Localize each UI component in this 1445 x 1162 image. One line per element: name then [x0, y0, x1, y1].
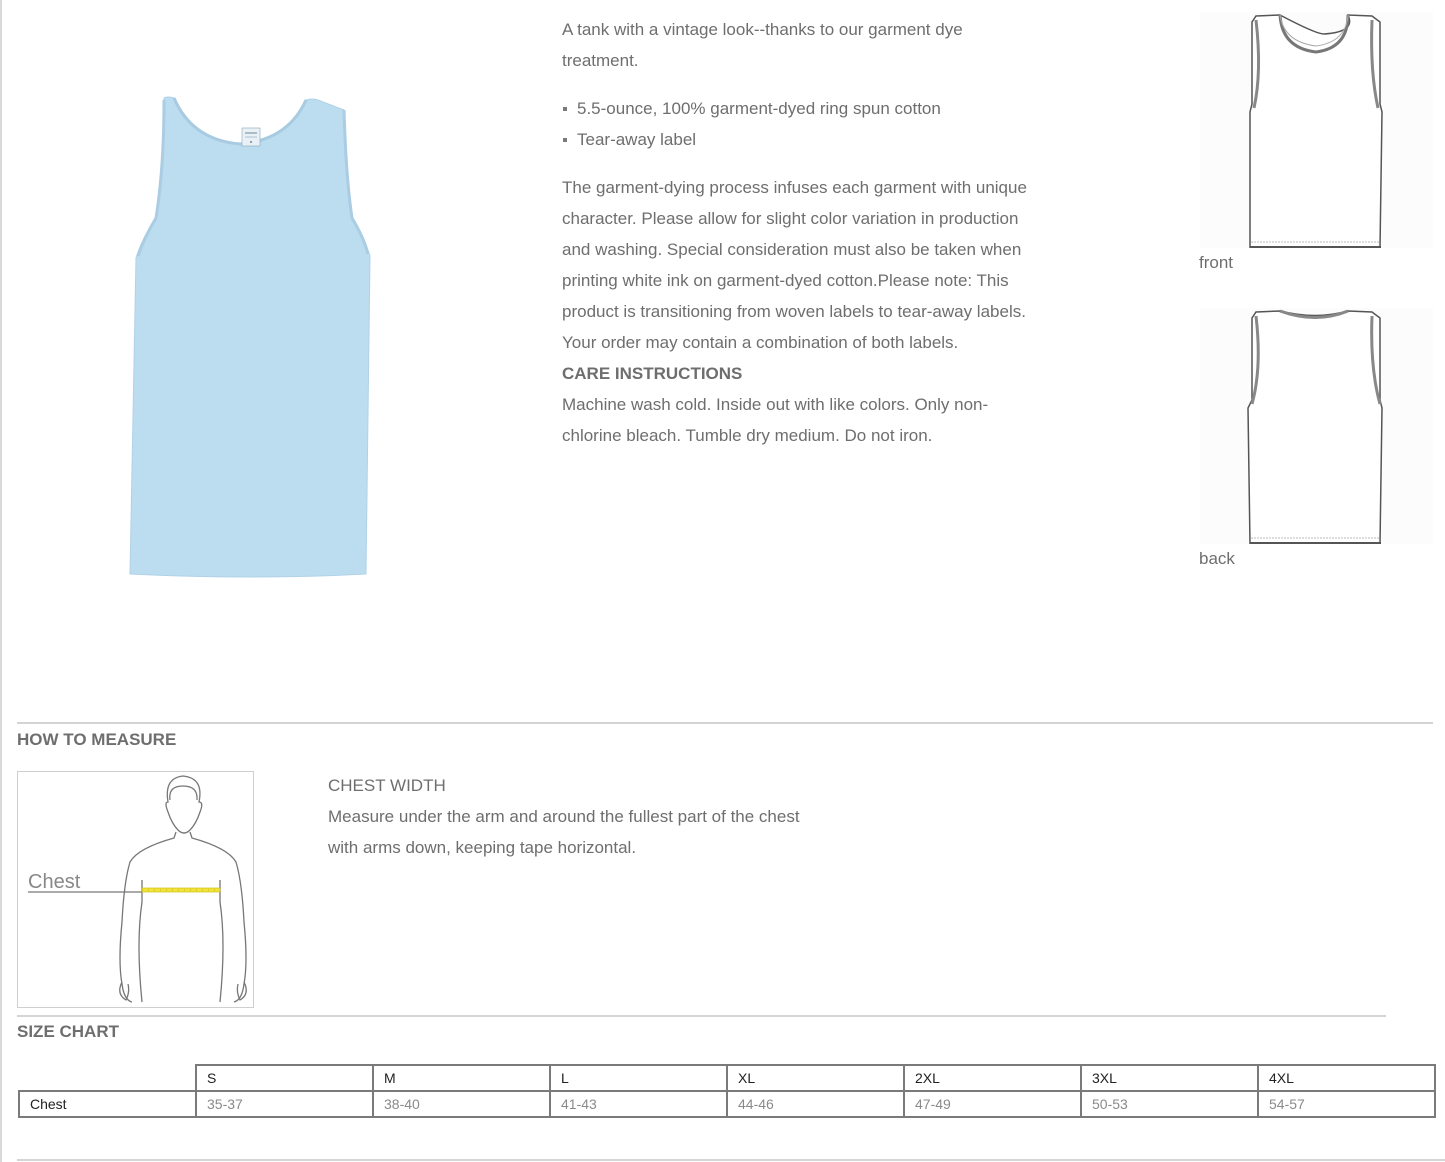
flat-sketch-front	[1200, 12, 1433, 248]
page-left-border	[0, 0, 2, 1162]
size-value-cell: 38-40	[373, 1091, 550, 1117]
feature-list	[562, 93, 1032, 155]
size-header-row	[19, 1065, 1435, 1091]
chest-width-text: Measure under the arm and around the fullest part of the chest with arms down, keeping tape horizontal.	[328, 807, 800, 857]
body-outline-icon	[18, 772, 253, 1007]
size-value-cell: 47-49	[904, 1091, 1081, 1117]
chest-width-heading: CHEST WIDTH	[328, 776, 446, 795]
care-instructions-text: Machine wash cold. Inside out with like colors. Only non-chlorine bleach. Tumble dry medium. Do not iron.	[562, 395, 989, 445]
size-header-cell: M	[373, 1065, 550, 1091]
chest-width-instructions	[328, 770, 818, 863]
size-value-cell: 50-53	[1081, 1091, 1258, 1117]
size-header-blank	[19, 1065, 196, 1091]
size-header-cell: L	[550, 1065, 727, 1091]
size-header-cell: S	[196, 1065, 373, 1091]
chest-figure-label: Chest	[28, 871, 81, 893]
section-divider	[17, 1015, 1386, 1017]
size-value-cell: 35-37	[196, 1091, 373, 1117]
size-header-cell: 2XL	[904, 1065, 1081, 1091]
section-divider	[17, 722, 1433, 724]
flat-sketch-back	[1200, 308, 1433, 544]
size-value-cell: 41-43	[550, 1091, 727, 1117]
size-chart-table	[18, 1064, 1436, 1118]
size-header-cell: 3XL	[1081, 1065, 1258, 1091]
section-divider	[17, 1159, 1445, 1161]
size-value-cell: 54-57	[1258, 1091, 1435, 1117]
row-label-chest: Chest	[19, 1091, 196, 1117]
size-header-cell: XL	[727, 1065, 904, 1091]
feature-item: 5.5-ounce, 100% garment-dyed ring spun cotton	[562, 93, 1032, 124]
chest-measure-figure	[17, 771, 254, 1008]
description-details: The garment-dying process infuses each garment with unique character. Please allow for slight color variation in production and washing. Special consideration must also be taken when printing white ink on garment-dyed cotton.Please note: This product is transitioning from woven labels to tear-away labels. Your order may contain a combination of both labels.	[562, 178, 1027, 352]
size-value-cell: 44-46	[727, 1091, 904, 1117]
table-row	[19, 1091, 1435, 1117]
feature-item: Tear-away label	[562, 124, 1032, 155]
flat-front-label: front	[1199, 253, 1234, 272]
flat-back-label: back	[1199, 549, 1235, 568]
how-to-measure-title: HOW TO MEASURE	[17, 730, 177, 749]
size-chart-title: SIZE CHART	[17, 1022, 119, 1041]
description-intro: A tank with a vintage look--thanks to our garment dye treatment.	[562, 20, 963, 70]
care-instructions-heading: CARE INSTRUCTIONS	[562, 364, 743, 383]
product-description	[562, 14, 1032, 451]
product-photo-tank-top	[112, 88, 388, 588]
size-header-cell: 4XL	[1258, 1065, 1435, 1091]
